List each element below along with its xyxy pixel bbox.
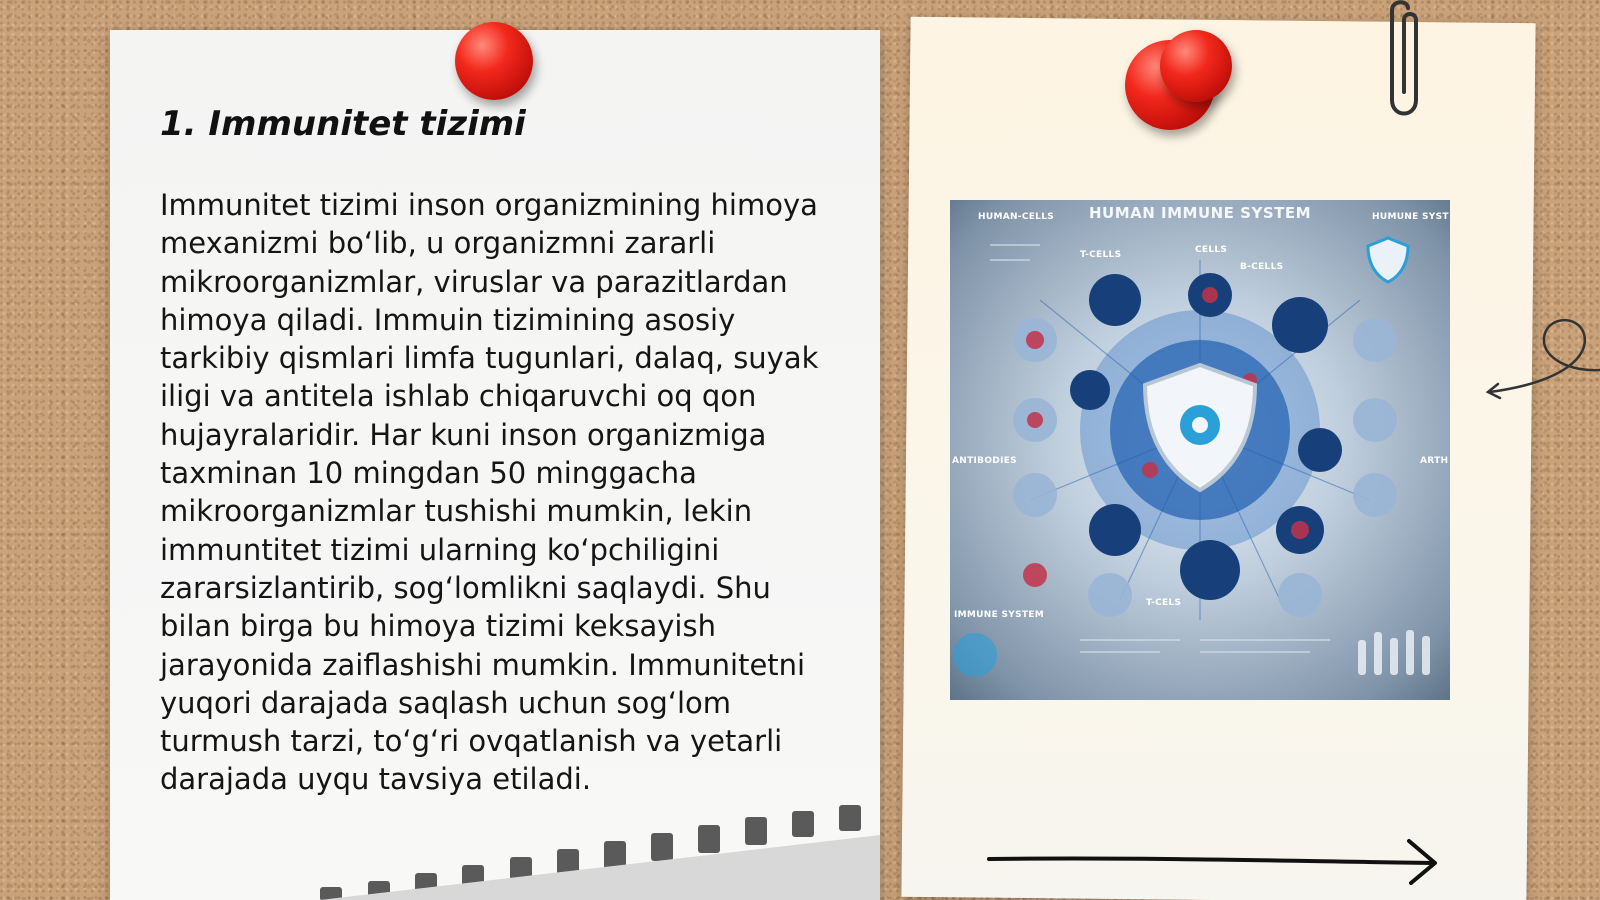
infographic-label: ANTIBODIES — [952, 456, 1017, 466]
red-pushpin-left — [455, 22, 533, 100]
slide-body-text: Immunitet tizimi inson organizmining himoya mexanizmi bo‘lib, u organizmni zararli mikroorganizmlar, viruslar va parazitlardan himoya qiladi. Immuin tizimining asosiy tarkibiy qismlari limfa tugunlari, dalaq, suyak iligi va antitela ishlab chiqaruvchi oq qon hujayralaridir. Har kuni inson organizmiga taxminan 10 mingdan 50 minggacha mikroorganizmlar tushishi mumkin, lekin immuntitet tizimi ularning ko‘pchiligini zararsizlantirib, sog‘lomlikni saqlaydi. Shu bilan birga bu himoya tizimi keksayish jarayonida zaiflashishi mumkin. Immunitetni yuqori darajada saqlash uchun sog‘lom turmush tarzi, to‘g‘ri ovqatlanish va yetarli darajada uyqu tavsiya etiladi. — [160, 188, 819, 797]
paperclip-icon — [1378, 0, 1422, 125]
infographic-label: B-CELLS — [1240, 262, 1284, 272]
infographic-label: CELLS — [1195, 245, 1228, 255]
infographic-label: ARTH — [1420, 456, 1449, 466]
right-arrow-icon — [985, 835, 1445, 885]
hand-drawn-loop-arrow — [1480, 310, 1600, 410]
torn-paper-edge — [320, 805, 880, 900]
immune-system-infographic — [950, 200, 1450, 700]
infographic-label: T-CELLS — [1080, 250, 1122, 260]
infographic-title: HUMAN IMMUNE SYSTEM — [1088, 204, 1312, 222]
infographic-label: T-CELS — [1146, 598, 1182, 608]
red-pushpin-right-top — [1160, 30, 1232, 102]
infographic-label: HUMAN-CELLS — [978, 212, 1055, 222]
infographic-label: IMMUNE SYSTEM — [954, 610, 1045, 620]
slide-title: 1. Immunitet tizimi — [160, 104, 526, 144]
infographic-label: HUMUNE SYST — [1372, 212, 1449, 222]
infographic-art — [950, 200, 1450, 700]
